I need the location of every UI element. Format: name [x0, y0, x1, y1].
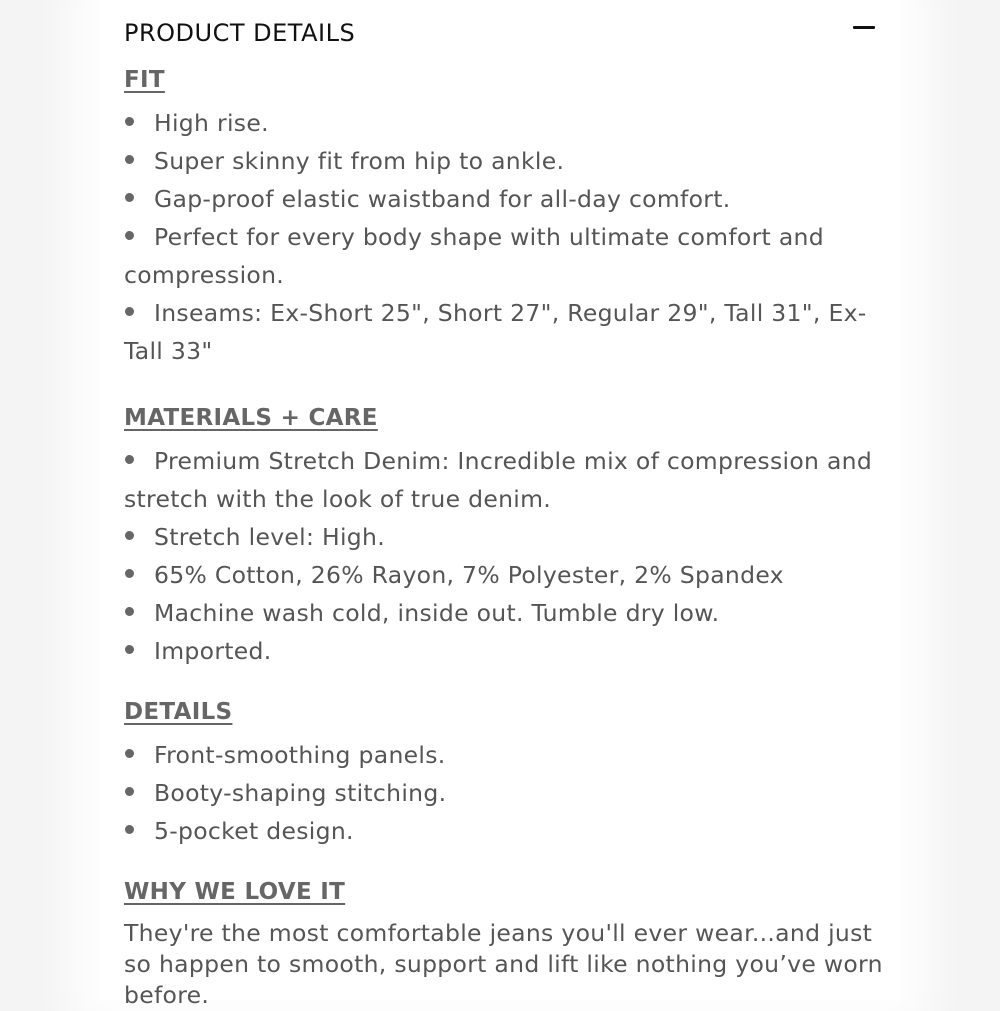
list-item: Imported.: [124, 632, 884, 670]
bullet-icon: [125, 645, 134, 654]
list-item: 5-pocket design.: [124, 812, 884, 850]
list-item: Front-smoothing panels.: [124, 736, 884, 774]
bullet-icon: [125, 569, 134, 578]
list-item: Booty-shaping stitching.: [124, 774, 884, 812]
bullet-icon: [125, 531, 134, 540]
list-item: Gap-proof elastic waistband for all-day comfort.: [124, 180, 884, 218]
section-title-details: DETAILS: [124, 699, 233, 725]
bullet-icon: [125, 231, 134, 240]
list-item: Stretch level: High.: [124, 518, 884, 556]
bullet-icon: [125, 155, 134, 164]
materials-list: [124, 442, 884, 670]
bullet-icon: [125, 607, 134, 616]
collapse-button[interactable]: [850, 16, 880, 46]
product-details-title: PRODUCT DETAILS: [124, 19, 356, 47]
list-item: Premium Stretch Denim: Incredible mix of compression and stretch with the look of true denim.: [124, 447, 873, 513]
product-details-header[interactable]: [124, 16, 880, 52]
bullet-icon: [125, 455, 134, 464]
bullet-icon: [125, 749, 134, 758]
list-item: 65% Cotton, 26% Rayon, 7% Polyester, 2% Spandex: [124, 556, 884, 594]
fit-list: [124, 104, 884, 370]
list-item: High rise.: [124, 104, 884, 142]
section-title-materials-care: MATERIALS + CARE: [124, 405, 378, 431]
minus-icon: [853, 26, 875, 29]
bullet-icon: [125, 307, 134, 316]
section-title-fit: FIT: [124, 67, 165, 93]
section-title-why-we-love-it: WHY WE LOVE IT: [124, 879, 346, 905]
list-item: Super skinny fit from hip to ankle.: [124, 142, 884, 180]
why-we-love-it-text: They're the most comfortable jeans you'll ever wear...and just so happen to smooth, support and lift like nothing you’ve worn before.: [124, 919, 883, 1009]
details-list: [124, 736, 884, 850]
product-details-content: [124, 62, 884, 1011]
list-item: Perfect for every body shape with ultimate comfort and compression.: [124, 223, 824, 289]
bullet-icon: [125, 787, 134, 796]
bullet-icon: [125, 193, 134, 202]
product-details-panel: [100, 0, 900, 1009]
bullet-icon: [125, 117, 134, 126]
list-item: Inseams: Ex-Short 25", Short 27", Regular 29", Tall 31", Ex-Tall 33": [124, 299, 867, 365]
list-item: Machine wash cold, inside out. Tumble dry low.: [124, 594, 884, 632]
bullet-icon: [125, 825, 134, 834]
